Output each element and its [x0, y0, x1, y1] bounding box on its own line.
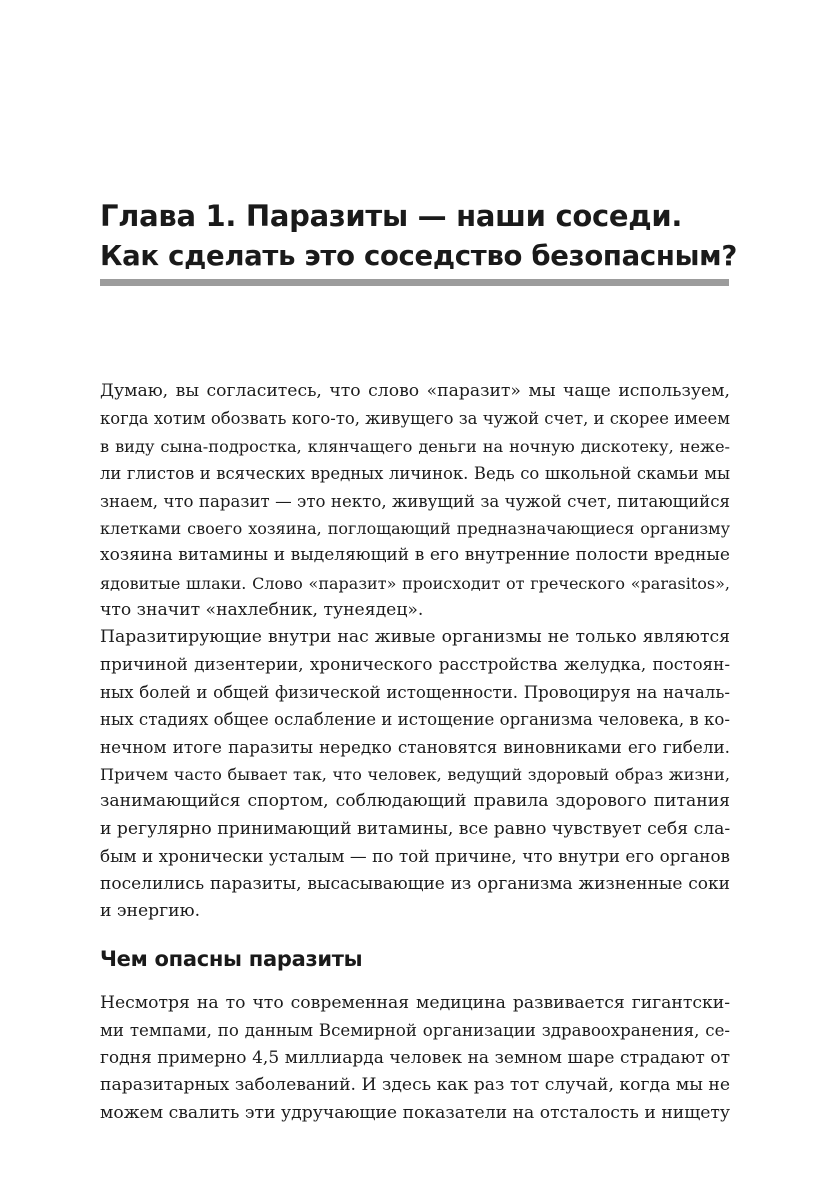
section-heading: Чем опасны паразиты — [100, 947, 363, 971]
text-line: причиной дизентерии, хронического расстройства желудка, постоян- — [100, 654, 730, 675]
text-line: клетками своего хозяина, поглощающий предназначающиеся организму — [100, 519, 730, 539]
text-line: ных стадиях общее ослабление и истощение организма человека, в ко- — [100, 710, 730, 730]
text-line: ных болей и общей физической истощенности. Провоцируя на началь- — [100, 682, 730, 702]
chapter-title-line-2: Как сделать это соседство безопасным? — [100, 240, 737, 272]
text-line: Несмотря на то что современная медицина развивается гигантски- — [100, 993, 730, 1013]
chapter-title — [100, 196, 740, 276]
text-line: и энергию. — [100, 901, 201, 922]
text-line: Думаю, вы согласитесь, что слово «паразит» мы чаще используем, — [100, 381, 730, 401]
text-line: Паразитирующие внутри нас живые организмы не только являются — [100, 627, 730, 647]
text-line: занимающийся спортом, соблюдающий правила здорового питания — [100, 791, 730, 812]
text-line: и регулярно принимающий витамины, все равно чувствует себя сла- — [100, 818, 731, 839]
text-line: что значит «нахлебник, тунеядец». — [100, 600, 424, 621]
text-line: бым и хронически усталым — по той причине, что внутри его органов — [100, 846, 730, 867]
paragraph-2 — [100, 624, 730, 925]
text-line: годня примерно 4,5 миллиарда человек на земном шаре страдают от — [100, 1047, 730, 1068]
text-line: ядовитые шлаки. Слово «паразит» происходит от греческого «parasitos», — [100, 573, 730, 593]
text-line: когда хотим обозвать кого-то, живущего за чужой счет, и скорее имеем — [100, 409, 730, 429]
text-line: ми темпами, по данным Всемирной организации здравоохранения, се- — [100, 1021, 730, 1041]
text-line: нечном итоге паразиты нередко становятся виновниками его гибели. — [100, 736, 730, 757]
text-line: знаем, что паразит — это некто, живущий за чужой счет, питающийся — [100, 491, 730, 511]
text-line: можем свалить эти удручающие показатели на отсталость и нищету — [100, 1102, 730, 1123]
title-underline-rule — [100, 279, 729, 286]
paragraph-1 — [100, 378, 730, 625]
text-line: хозяина витамины и выделяющий в его внутренние полости вредные — [100, 545, 730, 566]
text-line: паразитарных заболеваний. И здесь как раз тот случай, когда мы не — [100, 1075, 730, 1096]
text-line: поселились паразиты, высасывающие из организма жизненные соки — [100, 873, 730, 894]
text-line: ли глистов и всяческих вредных личинок. Ведь со школьной скамьи мы — [100, 464, 730, 484]
paragraph-3 — [100, 990, 730, 1127]
text-line: в виду сына-подростка, клянчащего деньги на ночную дискотеку, неже- — [100, 436, 730, 456]
chapter-title-line-1: Глава 1. Паразиты — наши соседи. — [100, 199, 683, 233]
text-line: Причем часто бывает так, что человек, ведущий здоровый образ жизни, — [100, 765, 730, 785]
